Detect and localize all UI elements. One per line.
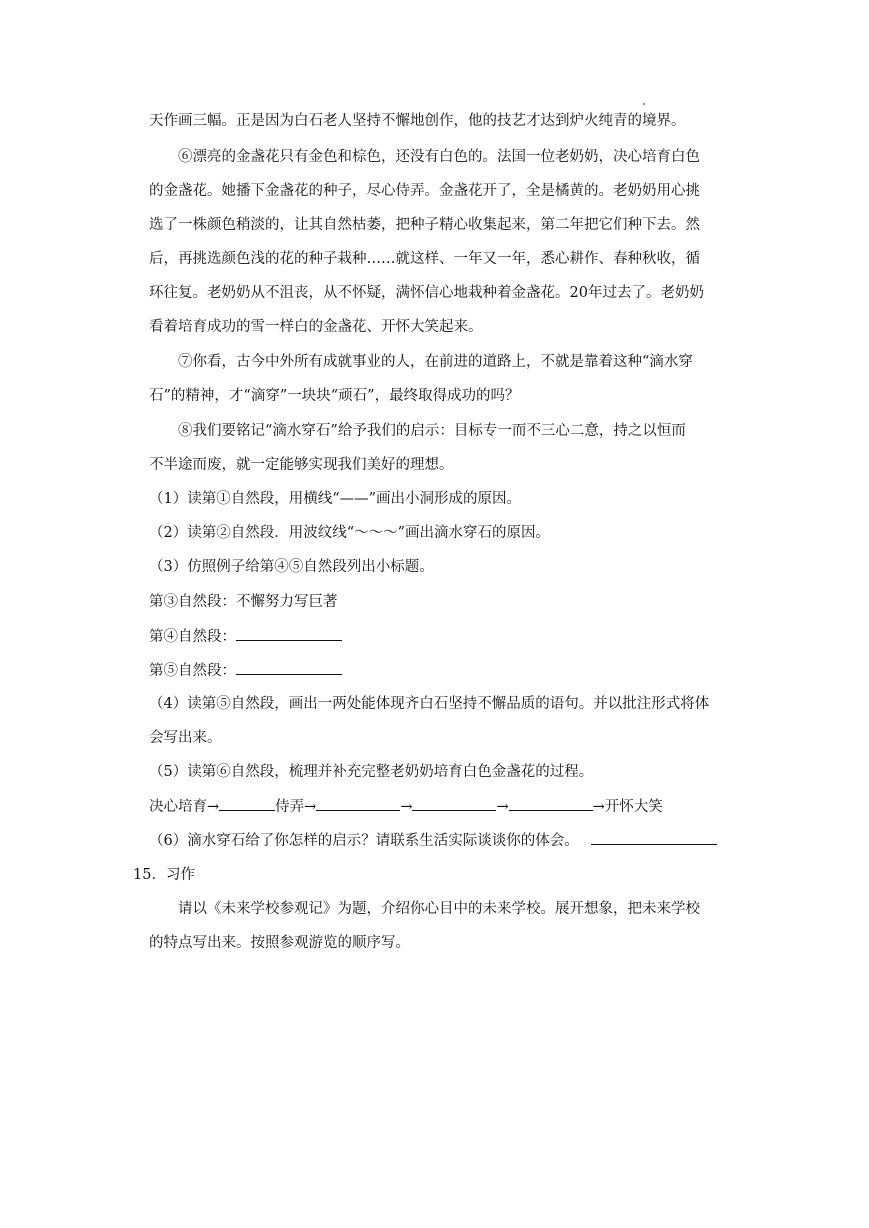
question-6-text: （6）滴水穿石给了你怎样的启示？请联系生活实际谈谈你的体会。: [149, 833, 579, 849]
paragraph-6-line: 后，再挑选颜色浅的花的种子栽种……就这样、一年又一年，悉心耕作、春种秋收，循: [149, 251, 700, 267]
flow-blank-3[interactable]: [412, 796, 496, 811]
item-5-label: 第⑤自然段：: [149, 663, 236, 679]
paragraph-6-line: 看着培育成功的雪一样白的金盏花、开怀大笑起来。: [149, 319, 483, 335]
flow-step: 侍弄→: [275, 799, 317, 815]
question-5: （5）读第⑥自然段，梳理并补充完整老奶奶培育白色金盏花的过程。: [149, 764, 594, 780]
paragraph-6-line: 环往复。老奶奶从不沮丧，从不怀疑，满怀信心地栽种着金盏花。20年过去了。老奶奶: [149, 285, 704, 301]
question-3-item-4: [149, 626, 342, 647]
paragraph-8-line: 不半途而废，就一定能够实现我们美好的理想。: [149, 457, 454, 473]
paragraph-7-line: 石”的精神，才“滴穿”一块块“顽石”，最终取得成功的吗？: [149, 388, 520, 404]
question-3-item-5: [149, 660, 342, 681]
question-4-line: 会写出来。: [149, 730, 222, 746]
question-3: （3）仿照例子给第④⑤自然段列出小标题。: [149, 559, 434, 575]
question-2: （2）读第②自然段．用波纹线“～～～”画出滴水穿石的原因。: [149, 525, 551, 541]
answer-blank-6[interactable]: [591, 830, 717, 845]
speck: [643, 103, 645, 105]
paragraph-6-line: 选了一株颜色稍淡的，让其自然枯萎，把种子精心收集起来，第二年把它们种下去。然: [149, 217, 700, 233]
question-1: （1）读第①自然段，用横线“——”画出小洞形成的原因。: [149, 491, 522, 507]
question-3-example: 第③自然段：不懈努力写巨著: [149, 594, 338, 610]
process-flow: [149, 796, 663, 817]
answer-blank-5[interactable]: [236, 660, 342, 675]
paragraph-8-line: ⑧我们要铭记“滴水穿石”给予我们的启示：目标专一而不三心二意，持之以恒而: [178, 423, 686, 439]
passage-line: 天作画三幅。正是因为白石老人坚持不懈地创作，他的技艺才达到炉火纯青的境界。: [149, 113, 686, 129]
paragraph-6-line: 的金盏花。她播下金盏花的种子，尽心侍弄。金盏花开了，全是橘黄的。老奶奶用心挑: [149, 183, 700, 199]
question-15-header: 15．习作: [133, 867, 195, 883]
flow-arrow: →: [496, 799, 509, 815]
question-6: [149, 830, 717, 851]
question-15-text: 的特点写出来。按照参观游览的顺序写。: [149, 935, 410, 951]
flow-arrow: →: [400, 799, 413, 815]
paragraph-6-line: ⑥漂亮的金盏花只有金色和棕色，还没有白色的。法国一位老奶奶，决心培育白色: [178, 149, 700, 165]
flow-blank-4[interactable]: [509, 796, 593, 811]
question-15-text: 请以《未来学校参观记》为题，介绍你心目中的未来学校。展开想象，把未来学校: [178, 901, 700, 917]
flow-end: →开怀大笑: [592, 799, 663, 815]
paragraph-7-line: ⑦你看，古今中外所有成就事业的人，在前进的道路上，不就是靠着这种“滴水穿: [178, 354, 693, 370]
flow-blank-1[interactable]: [219, 796, 275, 811]
answer-blank-4[interactable]: [236, 626, 342, 641]
flow-start: 决心培育→: [149, 799, 220, 815]
question-4-line: （4）读第⑤自然段，画出一两处能体现齐白石坚持不懈品质的语句。并以批注形式将体: [149, 696, 710, 712]
flow-blank-2[interactable]: [316, 796, 400, 811]
item-4-label: 第④自然段：: [149, 629, 236, 645]
